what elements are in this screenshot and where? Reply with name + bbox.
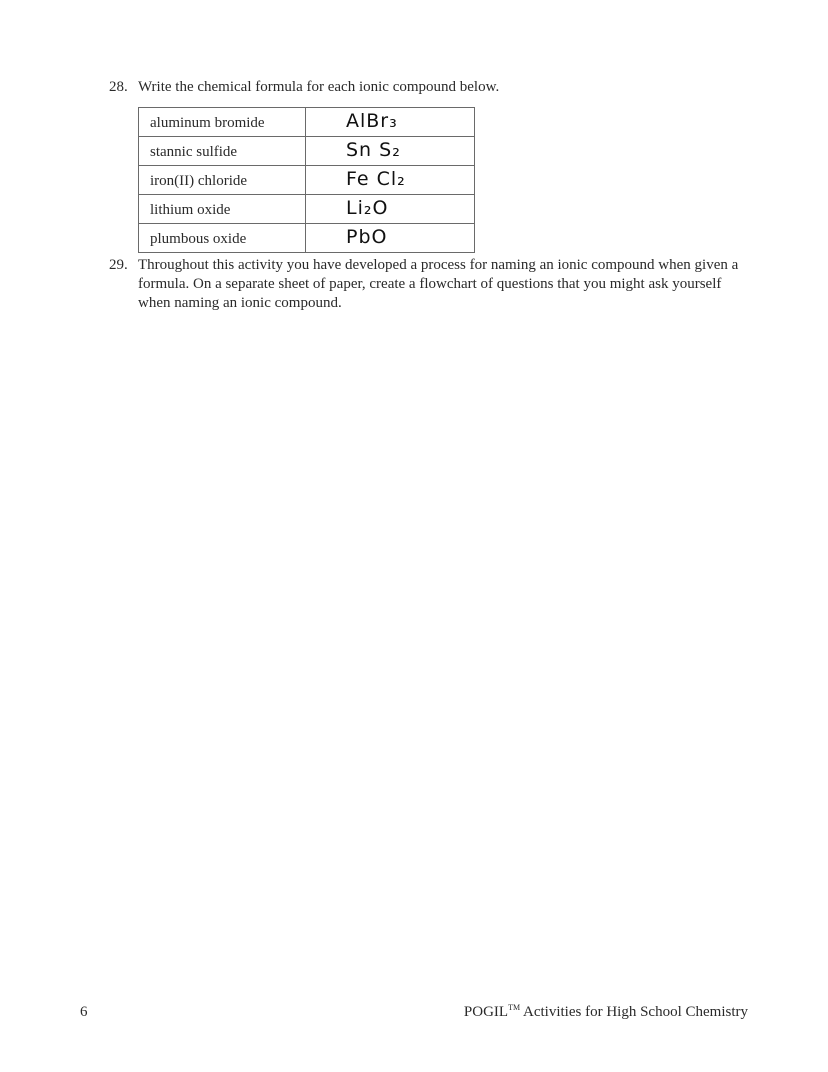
formula-table <box>138 107 475 253</box>
table-row <box>139 195 475 224</box>
page-number: 6 <box>80 1004 88 1020</box>
trademark-mark: TM <box>508 1003 521 1012</box>
question-29 <box>109 256 749 313</box>
handwritten-formula[interactable]: Li₂O <box>306 195 475 224</box>
handwritten-formula[interactable]: Fe Cl₂ <box>306 166 475 195</box>
compound-name: stannic sulfide <box>139 137 306 166</box>
footer-title <box>464 1004 748 1021</box>
table-row <box>139 224 475 253</box>
table-row <box>139 108 475 137</box>
question-prompt: Write the chemical formula for each ionic compound below. <box>138 79 500 95</box>
compound-name: iron(II) chloride <box>139 166 306 195</box>
question-number: 29. <box>109 257 128 273</box>
compound-name: plumbous oxide <box>139 224 306 253</box>
compound-name: aluminum bromide <box>139 108 306 137</box>
handwritten-formula[interactable]: Sn S₂ <box>306 137 475 166</box>
question-number: 28. <box>109 79 128 95</box>
handwritten-formula[interactable]: AlBr₃ <box>306 108 475 137</box>
question-text: Throughout this activity you have developed a process for naming an ionic compound when given a formula. On a separate sheet of paper, create a flowchart of questions that you might ask yourself when naming an ionic compound. <box>138 257 739 311</box>
table-row <box>139 137 475 166</box>
compound-name: lithium oxide <box>139 195 306 224</box>
table-row <box>139 166 475 195</box>
handwritten-formula[interactable]: PbO <box>306 224 475 253</box>
question-28 <box>109 78 499 97</box>
footer-title-suffix: Activities for High School Chemistry <box>520 1004 748 1020</box>
footer-title-prefix: POGIL <box>463 1004 509 1020</box>
